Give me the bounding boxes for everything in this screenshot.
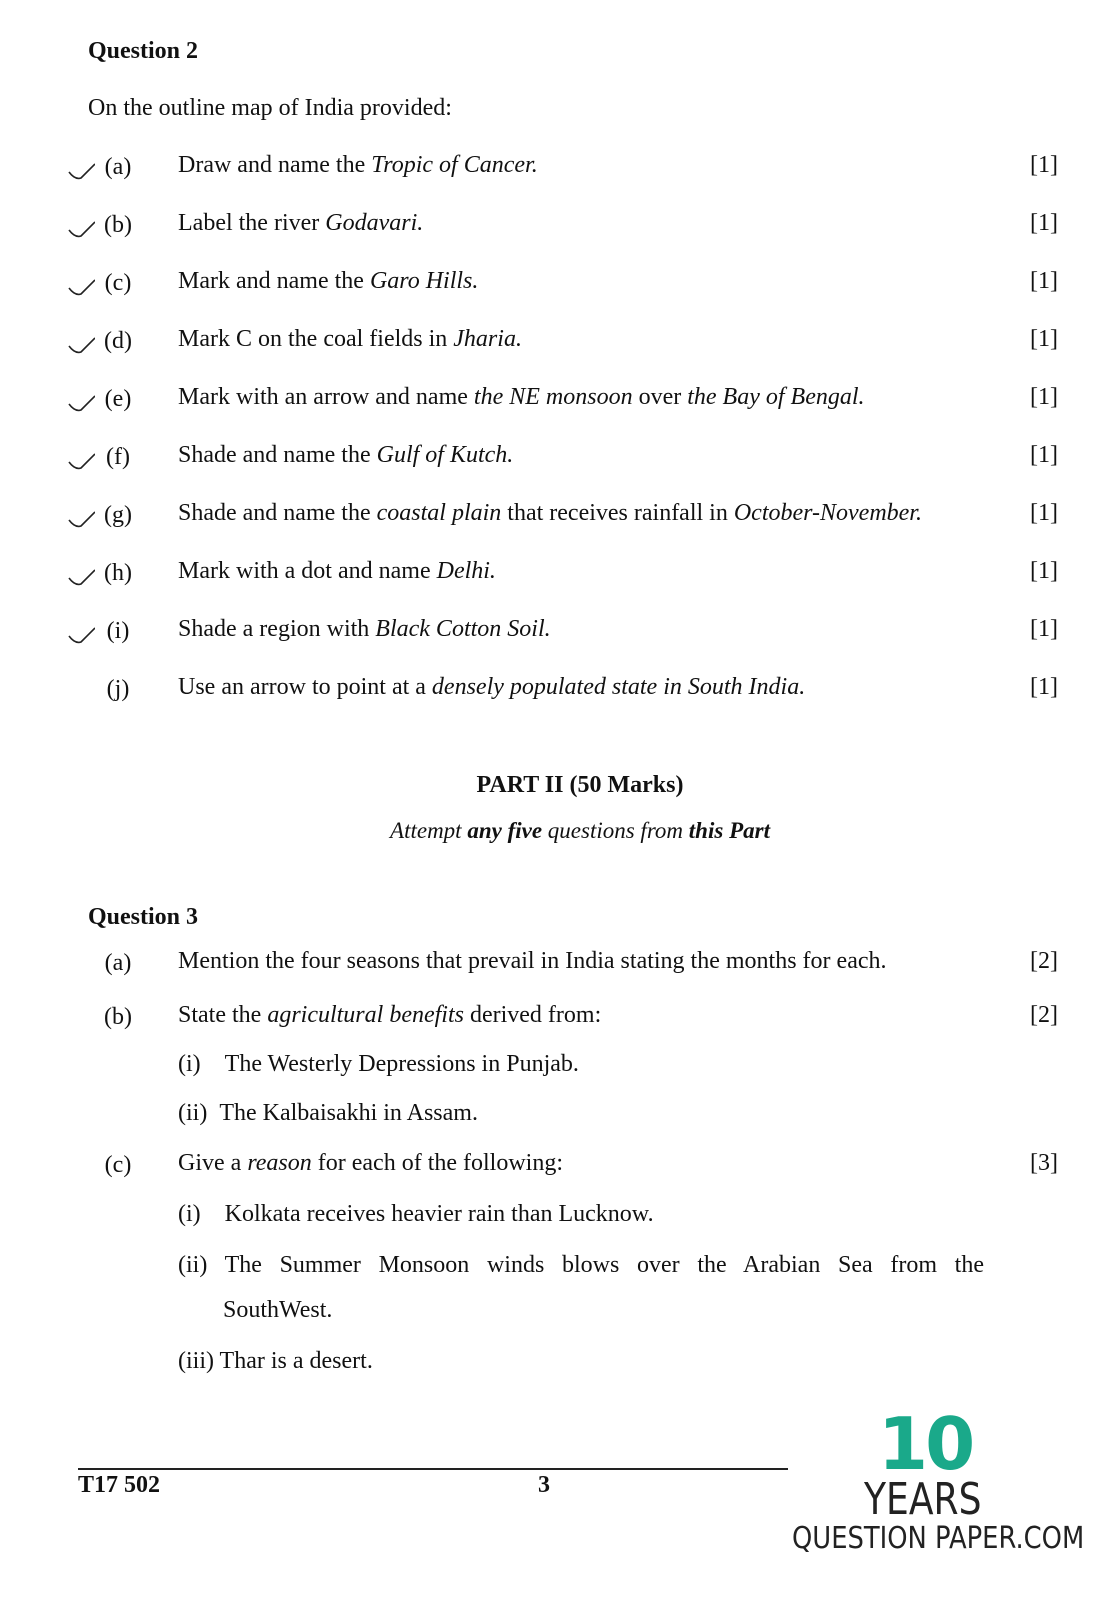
question-2-item bbox=[0, 558, 1115, 594]
question-3b-marks: [2] bbox=[1030, 1002, 1058, 1028]
item-text bbox=[178, 152, 538, 179]
item-marks: [1] bbox=[1030, 152, 1058, 178]
question-3c-text-c: for each of the following: bbox=[311, 1150, 564, 1176]
item-marks: [1] bbox=[1030, 268, 1058, 294]
item-text bbox=[178, 268, 478, 295]
item-text bbox=[178, 616, 551, 643]
item-text-emphasis: Black Cotton Soil. bbox=[375, 616, 551, 642]
question-2-item bbox=[0, 674, 1115, 710]
footer-divider bbox=[78, 1468, 788, 1470]
item-marks: [1] bbox=[1030, 616, 1058, 642]
item-text-emphasis: the NE monsoon bbox=[473, 384, 633, 410]
question-3b-text-a: State the bbox=[178, 1002, 268, 1028]
item-text-plain: Mark with a dot and name bbox=[178, 558, 437, 584]
question-3c-label: (c) bbox=[104, 1152, 132, 1178]
part-2-instruction-a: Attempt bbox=[390, 818, 468, 843]
page-number: 3 bbox=[538, 1472, 550, 1498]
item-label: (i) bbox=[106, 618, 130, 644]
part-2-instruction-b: any five bbox=[467, 818, 543, 843]
question-3b-text-c: derived from: bbox=[463, 1002, 602, 1028]
item-text-emphasis: coastal plain bbox=[376, 500, 502, 526]
question-3a-marks: [2] bbox=[1030, 948, 1058, 974]
item-text-emphasis: Gulf of Kutch. bbox=[376, 442, 514, 468]
question-3c-sub-ii-line1: (ii) The Summer Monsoon winds blows over the Arabian Sea from the bbox=[178, 1252, 984, 1278]
item-label: (j) bbox=[106, 676, 130, 702]
item-label: (g) bbox=[104, 502, 132, 528]
question-3b-text-b: agricultural benefits bbox=[267, 1002, 464, 1028]
item-marks: [1] bbox=[1030, 326, 1058, 352]
question-2-item bbox=[0, 268, 1115, 304]
item-marks: [1] bbox=[1030, 674, 1058, 700]
question-3b-text bbox=[178, 1002, 601, 1029]
question-3c-text-a: Give a bbox=[178, 1150, 248, 1176]
item-text bbox=[178, 326, 522, 353]
question-3a-text: Mention the four seasons that prevail in India stating the months for each. bbox=[178, 948, 887, 974]
question-3c-sub-ii-line2: SouthWest. bbox=[223, 1297, 333, 1323]
part-2-instruction-c: questions from bbox=[542, 818, 689, 843]
item-text-emphasis: the Bay of Bengal. bbox=[687, 384, 865, 410]
item-text-plain: Draw and name the bbox=[178, 152, 372, 178]
question-3c-text-b: reason bbox=[247, 1150, 312, 1176]
item-marks: [1] bbox=[1030, 500, 1058, 526]
question-2-item bbox=[0, 500, 1115, 536]
question-2-item bbox=[0, 616, 1115, 652]
question-3c-text bbox=[178, 1150, 563, 1177]
item-text-plain: that receives rainfall in bbox=[501, 500, 734, 526]
item-text-plain: Shade and name the bbox=[178, 442, 377, 468]
question-3a-label: (a) bbox=[104, 950, 132, 976]
question-3b-sub-ii: (ii) The Kalbaisakhi in Assam. bbox=[178, 1100, 478, 1126]
item-text-plain: Mark C on the coal fields in bbox=[178, 326, 454, 352]
item-text-emphasis: Jharia. bbox=[453, 326, 522, 352]
item-label: (h) bbox=[104, 560, 132, 586]
item-text-emphasis: Godavari. bbox=[325, 210, 424, 236]
item-text-plain: Use an arrow to point at a bbox=[178, 674, 432, 700]
item-text bbox=[178, 210, 423, 237]
question-3c-marks: [3] bbox=[1030, 1150, 1058, 1176]
item-text-plain: Mark and name the bbox=[178, 268, 370, 294]
question-2-intro: On the outline map of India provided: bbox=[88, 95, 452, 121]
item-marks: [1] bbox=[1030, 210, 1058, 236]
question-3b-sub-i: (i) The Westerly Depressions in Punjab. bbox=[178, 1051, 579, 1077]
question-3-heading: Question 3 bbox=[88, 904, 199, 930]
item-text-emphasis: October-November. bbox=[733, 500, 922, 526]
item-marks: [1] bbox=[1030, 558, 1058, 584]
item-text bbox=[178, 500, 922, 527]
part-2-title: PART II (50 Marks) bbox=[476, 772, 684, 798]
item-text bbox=[178, 558, 496, 585]
question-2-item bbox=[0, 152, 1115, 188]
item-text-plain: Shade and name the bbox=[178, 500, 377, 526]
question-2-item bbox=[0, 210, 1115, 246]
item-text-plain: Shade a region with bbox=[178, 616, 376, 642]
item-text-emphasis: Garo Hills. bbox=[369, 268, 479, 294]
item-label: (b) bbox=[104, 212, 132, 238]
question-2-item bbox=[0, 384, 1115, 420]
item-text bbox=[178, 442, 513, 469]
question-3b-label: (b) bbox=[104, 1004, 132, 1030]
item-label: (d) bbox=[104, 328, 132, 354]
paper-code: T17 502 bbox=[78, 1472, 161, 1498]
watermark-logo-site: QUESTION PAPER.COM bbox=[792, 1521, 1085, 1556]
item-text-plain: Label the river bbox=[178, 210, 326, 236]
part-2-instruction-d: this Part bbox=[688, 818, 770, 843]
watermark-logo-ten: 10 bbox=[878, 1402, 973, 1486]
item-label: (f) bbox=[106, 444, 130, 470]
question-2-heading: Question 2 bbox=[88, 38, 199, 64]
item-text-emphasis: densely populated state in South India. bbox=[431, 674, 806, 700]
watermark-logo-years: YEARS bbox=[864, 1474, 982, 1525]
part-2-instruction bbox=[0, 818, 1115, 844]
question-2-item bbox=[0, 442, 1115, 478]
question-2-item bbox=[0, 326, 1115, 362]
item-label: (a) bbox=[104, 154, 132, 180]
item-text-plain: over bbox=[632, 384, 688, 410]
question-3c-sub-iii: (iii) Thar is a desert. bbox=[178, 1348, 373, 1374]
question-3c-sub-i: (i) Kolkata receives heavier rain than Lucknow. bbox=[178, 1201, 654, 1227]
item-text bbox=[178, 674, 805, 701]
item-text bbox=[178, 384, 865, 411]
item-text-emphasis: Tropic of Cancer. bbox=[371, 152, 538, 178]
item-marks: [1] bbox=[1030, 384, 1058, 410]
item-marks: [1] bbox=[1030, 442, 1058, 468]
item-text-plain: Mark with an arrow and name bbox=[178, 384, 474, 410]
item-text-emphasis: Delhi. bbox=[436, 558, 496, 584]
item-label: (e) bbox=[104, 386, 132, 412]
item-label: (c) bbox=[104, 270, 132, 296]
